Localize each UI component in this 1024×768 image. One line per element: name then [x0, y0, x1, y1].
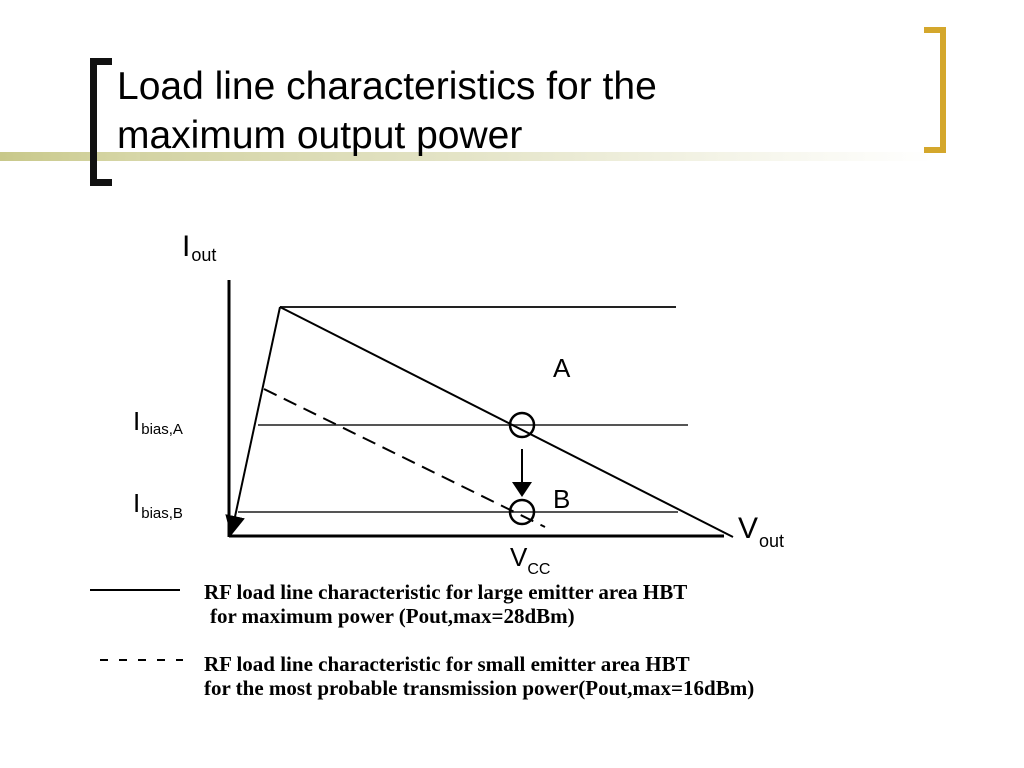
- saturation-knee-line: [233, 307, 280, 526]
- legend-dashed-line-1: RF load line characteristic for small emitter area HBT: [204, 652, 690, 676]
- shift-arrow-head: [512, 482, 532, 497]
- point-b-label: B: [553, 484, 571, 514]
- dashed-rf-load-line: [264, 389, 545, 527]
- legend-solid-line-2: for maximum power (Pout,max=28dBm): [210, 604, 575, 628]
- legend-solid-description: [204, 580, 687, 628]
- legend-solid-line-1: RF load line characteristic for large emitter area HBT: [204, 580, 688, 604]
- vcc-label: $V_{CC}$: [510, 542, 551, 578]
- y-axis-label: Iout: [182, 230, 217, 265]
- solid-rf-load-line: [280, 307, 733, 537]
- bias-b-label: $I_{bias,B}$: [133, 488, 183, 522]
- bias-a-label: Ibias,A: [133, 406, 183, 438]
- x-axis-label: $V_{out}$: [738, 512, 785, 551]
- legend-dashed-line-2: for the most probable transmission power(Pout,max=16dBm): [204, 676, 755, 700]
- point-a-label: A: [553, 353, 571, 383]
- legend-dashed-description: [204, 652, 754, 700]
- slide-title-line-1: Load line characteristics for the: [117, 65, 657, 108]
- slide-title-line-2: maximum output power: [117, 114, 523, 157]
